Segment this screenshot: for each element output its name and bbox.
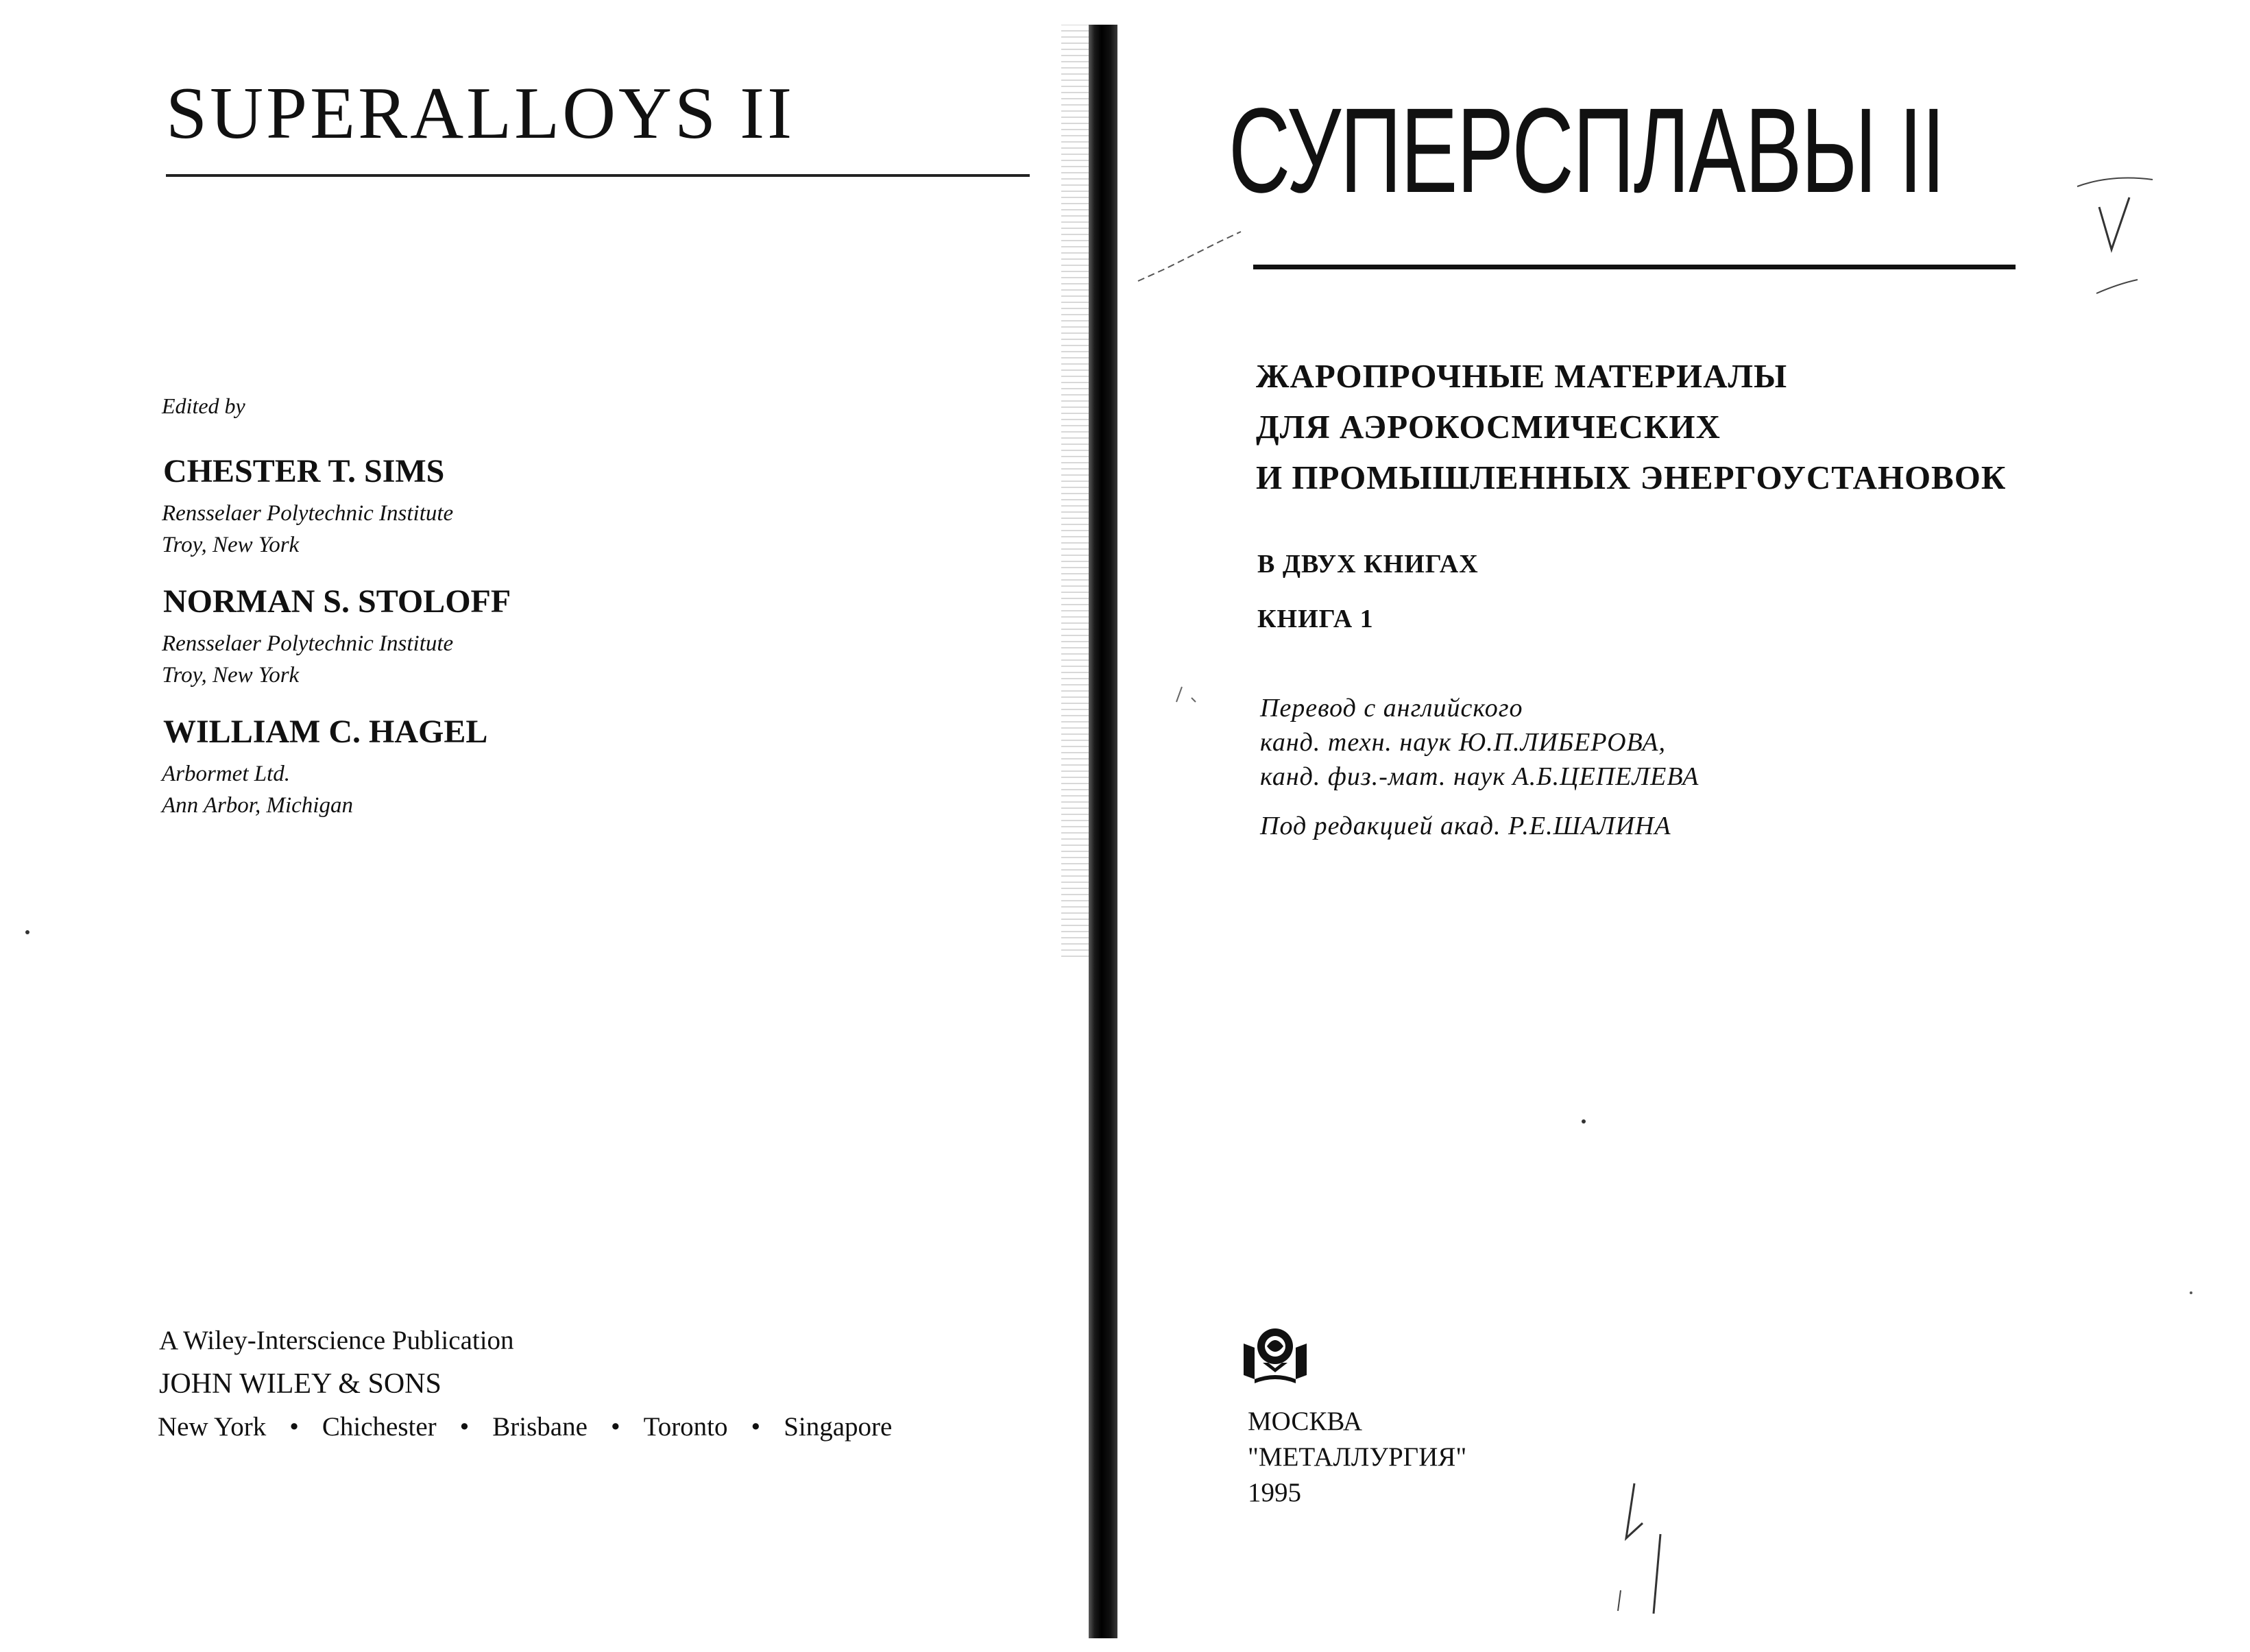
translation-line: канд. техн. наук Ю.П.ЛИБЕРОВА,: [1260, 728, 1667, 757]
book-number: КНИГА 1: [1257, 605, 1374, 633]
left-title-rule: [166, 174, 1030, 177]
editor-location: Ann Arbor, Michigan: [162, 793, 353, 818]
city: Brisbane: [492, 1412, 588, 1442]
city: Chichester: [322, 1412, 437, 1442]
publisher-logo-icon: [1239, 1323, 1311, 1385]
right-title-rule: [1253, 265, 2016, 269]
translation-line: Перевод с английского: [1260, 694, 1523, 722]
publisher-name: JOHN WILEY & SONS: [159, 1368, 441, 1400]
left-page-title: SUPERALLOYS II: [166, 73, 795, 154]
publisher-name-ru: "МЕТАЛЛУРГИЯ": [1248, 1442, 1467, 1472]
publisher-city: МОСКВА: [1248, 1407, 1363, 1436]
editor-affiliation: Arbormet Ltd.: [162, 762, 291, 786]
editor-location: Troy, New York: [162, 663, 300, 688]
book-spine: [1089, 25, 1117, 1638]
publication-line: A Wiley-Interscience Publication: [159, 1326, 514, 1355]
publisher-cities: [158, 1413, 892, 1440]
city-separator: •: [751, 1412, 761, 1442]
editor-location: Troy, New York: [162, 533, 300, 557]
subtitle-block: [1256, 351, 2006, 503]
city: Singapore: [784, 1412, 893, 1442]
editor-credit: Под редакцией акад. Р.Е.ШАЛИНА: [1260, 812, 1671, 840]
publisher-imprint: [1248, 1404, 1466, 1511]
subtitle-line: ЖАРОПРОЧНЫЕ МАТЕРИАЛЫ: [1256, 357, 1788, 395]
subtitle-line: ДЛЯ АЭРОКОСМИЧЕСКИХ: [1256, 408, 1721, 446]
editor-affiliation: Rensselaer Polytechnic Institute: [162, 631, 454, 656]
city: New York: [158, 1412, 267, 1442]
city-separator: •: [459, 1412, 470, 1442]
subtitle-line: И ПРОМЫШЛЕННЫХ ЭНЕРГОУСТАНОВОК: [1256, 459, 2007, 496]
publication-year: 1995: [1248, 1478, 1301, 1507]
editor-name: CHESTER T. SIMS: [163, 453, 445, 489]
city: Toronto: [643, 1412, 728, 1442]
city-separator: •: [610, 1412, 620, 1442]
translation-credits: [1260, 691, 1699, 794]
editor-affiliation: Rensselaer Polytechnic Institute: [162, 501, 454, 526]
gutter-shadow: [1061, 25, 1089, 957]
edited-by-label: Edited by: [162, 393, 245, 418]
editor-name: NORMAN S. STOLOFF: [163, 583, 511, 620]
volumes-label: В ДВУХ КНИГАХ: [1257, 550, 1479, 579]
translation-line: канд. физ.-мат. наук А.Б.ЦЕПЕЛЕВА: [1260, 762, 1699, 791]
city-separator: •: [289, 1412, 299, 1442]
editor-name: WILLIAM C. HAGEL: [163, 714, 488, 750]
right-page-title: СУПЕРСПЛАВЫ II: [1229, 84, 1945, 218]
